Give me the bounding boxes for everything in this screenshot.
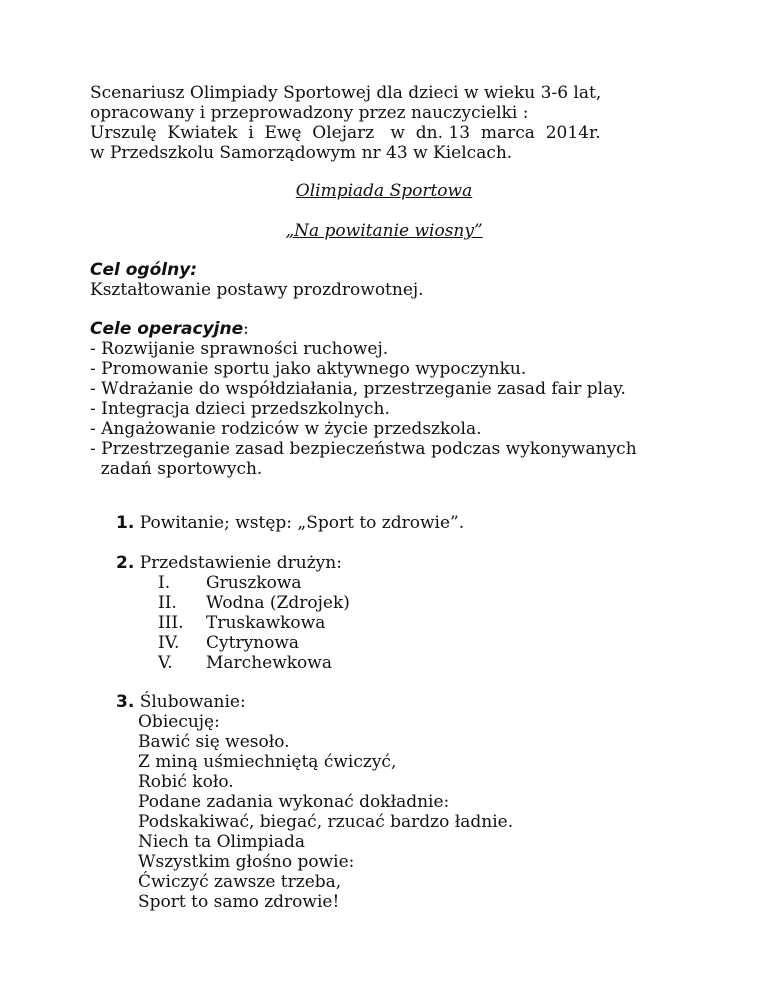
intro-line: opracowany i przeprowadzony przez nauczycielki :: [90, 103, 529, 123]
intro-line: w Przedszkolu Samorządowym nr 43 w Kielcach.: [90, 143, 513, 163]
objectives-heading-line: [90, 319, 249, 339]
document-subtitle: „Na powitanie wiosny”: [285, 221, 483, 241]
oath-line: Obiecuję:: [138, 712, 220, 732]
objectives-colon: :: [243, 319, 249, 339]
team-name: Marchewkowa: [206, 653, 332, 673]
oath-line: Bawić się wesoło.: [138, 732, 290, 752]
objective-item: zadań sportowych.: [90, 459, 263, 479]
team-number: II.: [158, 593, 177, 613]
team-name: Wodna (Zdrojek): [206, 593, 350, 613]
team-name: Cytrynowa: [206, 633, 300, 653]
step-text: Powitanie; wstęp: „Sport to zdrowie”.: [139, 513, 465, 533]
objective-item: - Wdrażanie do współdziałania, przestrzeganie zasad fair play.: [90, 379, 626, 399]
team-item: [158, 573, 302, 593]
team-name: Truskawkowa: [206, 613, 326, 633]
intro-line: Urszulę Kwiatek i Ewę Olejarz w dn. 13 marca 2014r.: [90, 123, 601, 143]
step-text: Ślubowanie:: [139, 692, 246, 712]
team-item: [158, 593, 350, 613]
team-name: Gruszkowa: [206, 573, 302, 593]
objective-item: - Promowanie sportu jako aktywnego wypoczynku.: [90, 359, 527, 379]
document-title: Olimpiada Sportowa: [295, 181, 473, 201]
team-number: IV.: [158, 633, 180, 653]
goal-text: Kształtowanie postawy prozdrowotnej.: [90, 280, 424, 300]
oath-line: Wszystkim głośno powie:: [138, 852, 355, 872]
intro-line: Scenariusz Olimpiady Sportowej dla dzieci w wieku 3-6 lat,: [90, 83, 602, 103]
oath-line: Podskakiwać, biegać, rzucać bardzo ładnie.: [138, 812, 514, 832]
team-item: [158, 653, 332, 673]
objective-item: - Rozwijanie sprawności ruchowej.: [90, 339, 389, 359]
oath-line: Z miną uśmiechniętą ćwiczyć,: [138, 752, 397, 772]
step-1: [116, 513, 464, 533]
step-2: [116, 553, 342, 573]
team-number: III.: [158, 613, 184, 633]
objective-item: - Integracja dzieci przedszkolnych.: [90, 399, 390, 419]
step-number: 2.: [116, 553, 135, 573]
oath-line: Sport to samo zdrowie!: [138, 892, 340, 912]
team-item: [158, 633, 299, 653]
objective-item: - Przestrzeganie zasad bezpieczeństwa podczas wykonywanych: [90, 439, 637, 459]
objectives-heading: Cele operacyjne: [90, 319, 244, 339]
goal-heading: Cel ogólny:: [90, 260, 198, 280]
team-item: [158, 613, 325, 633]
objective-item: - Angażowanie rodziców w życie przedszkola.: [90, 419, 482, 439]
oath-line: Ćwiczyć zawsze trzeba,: [138, 872, 342, 892]
step-3: [116, 692, 246, 712]
oath-line: Podane zadania wykonać dokładnie:: [138, 792, 450, 812]
team-number: V.: [158, 653, 173, 673]
step-number: 3.: [116, 692, 135, 712]
oath-line: Niech ta Olimpiada: [138, 832, 306, 852]
step-number: 1.: [116, 513, 135, 533]
step-text: Przedstawienie drużyn:: [139, 553, 342, 573]
team-number: I.: [158, 573, 171, 593]
oath-line: Robić koło.: [138, 772, 234, 792]
